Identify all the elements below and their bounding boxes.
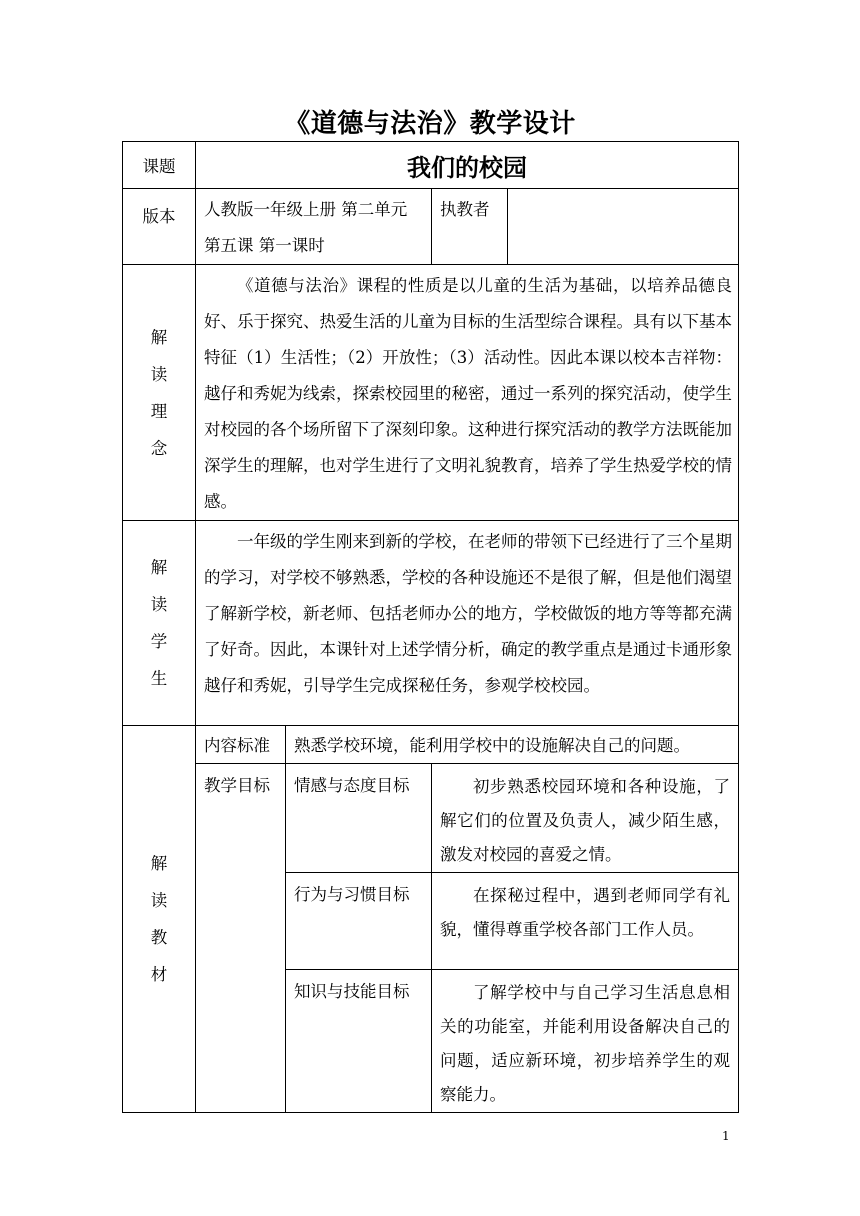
edition-value — [196, 189, 432, 265]
philosophy-row — [123, 265, 739, 521]
teacher-label: 执教者 — [440, 200, 490, 219]
edition-line-2: 第五课 第一课时 — [204, 236, 325, 255]
students-content — [196, 521, 739, 726]
edition-label: 版本 — [123, 189, 196, 265]
teacher-value — [508, 189, 739, 265]
edition-line-1: 人教版一年级上册 第二单元 — [204, 200, 408, 219]
goal-name-cell — [286, 970, 432, 1113]
content-standard-row — [123, 726, 739, 764]
philosophy-label-char: 理 — [150, 401, 168, 421]
goal-name: 情感与态度目标 — [294, 776, 410, 795]
goal-name: 知识与技能目标 — [294, 982, 410, 1001]
materials-label-char: 材 — [150, 965, 168, 984]
teacher-label-cell — [432, 189, 508, 265]
materials-label-char: 解 — [150, 854, 168, 873]
content-standard-text: 熟悉学校环境，能利用学校中的设施解决自己的问题。 — [294, 736, 690, 755]
students-row — [123, 521, 739, 726]
goal-text-cell — [432, 873, 739, 970]
content-standard-label: 内容标准 — [204, 736, 270, 755]
materials-label — [123, 726, 196, 1113]
goal-name: 行为与习惯目标 — [294, 885, 410, 904]
materials-label-char: 教 — [150, 928, 168, 947]
goal-name-cell — [286, 764, 432, 873]
students-text: 一年级的学生刚来到新的学校，在老师的带领下已经进行了三个星期的学习，对学校不够熟悉，学校的各种设施还不是很了解，但是他们渴望了解新学校，新老师、包括老师办公的地方，学校做饭的地方等等都充满了好奇。因此，本课针对上述学情分析，确定的教学重点是通过卡通形象越仔和秀妮，引导学生完成探秘任务，参观学校校园。 — [204, 532, 732, 695]
document-title: 《道德与法治》教学设计 — [284, 109, 576, 139]
philosophy-label — [123, 265, 196, 521]
philosophy-label-char: 读 — [150, 364, 168, 384]
students-label-char: 生 — [150, 669, 168, 688]
goal-text-cell — [432, 764, 739, 873]
students-label-char: 读 — [150, 595, 168, 614]
page-number: 1 — [722, 1129, 730, 1143]
content-standard-label-cell — [196, 726, 286, 764]
lesson-design-table — [122, 141, 739, 1113]
topic-row — [123, 142, 739, 189]
teaching-goals-label: 教学目标 — [204, 776, 270, 795]
philosophy-label-char: 解 — [150, 327, 168, 347]
students-label — [123, 521, 196, 726]
edition-row — [123, 189, 739, 265]
philosophy-text: 《道德与法治》课程的性质是以儿童的生活为基础，以培养品德良好、乐于探究、热爱生活的儿童为目标的生活型综合课程。具有以下基本特征（1）生活性；（2）开放性；（3）活动性。因此本课以校本吉祥物：越仔和秀妮为线索，探索校园里的秘密，通过一系列的探究活动，使学生对校园的各个场所留下了深刻印象。这种进行探究活动的教学方法既能加深学生的理解，也对学生进行了文明礼貌教育，培养了学生热爱学校的情感。 — [204, 276, 732, 511]
topic-label: 课题 — [123, 142, 196, 189]
content-standard-cell — [286, 726, 739, 764]
goal-text: 了解学校中与自己学习生活息息相关的功能室，并能利用设备解决自己的问题，适应新环境，初步培养学生的观察能力。 — [440, 983, 730, 1104]
students-label-char: 解 — [150, 558, 168, 577]
lesson-title: 我们的校园 — [196, 142, 739, 189]
students-label-char: 学 — [150, 632, 168, 651]
philosophy-content — [196, 265, 739, 521]
teaching-goals-label-cell — [196, 764, 286, 1113]
goal-text: 初步熟悉校园环境和各种设施，了解它们的位置及负责人，减少陌生感，激发对校园的喜爱之情。 — [440, 777, 730, 864]
goal-text: 在探秘过程中，遇到老师同学有礼貌，懂得尊重学校各部门工作人员。 — [440, 886, 730, 939]
goal-row — [123, 764, 739, 873]
goal-text-cell — [432, 970, 739, 1113]
philosophy-label-char: 念 — [150, 438, 168, 458]
goal-name-cell — [286, 873, 432, 970]
materials-label-char: 读 — [150, 891, 168, 910]
